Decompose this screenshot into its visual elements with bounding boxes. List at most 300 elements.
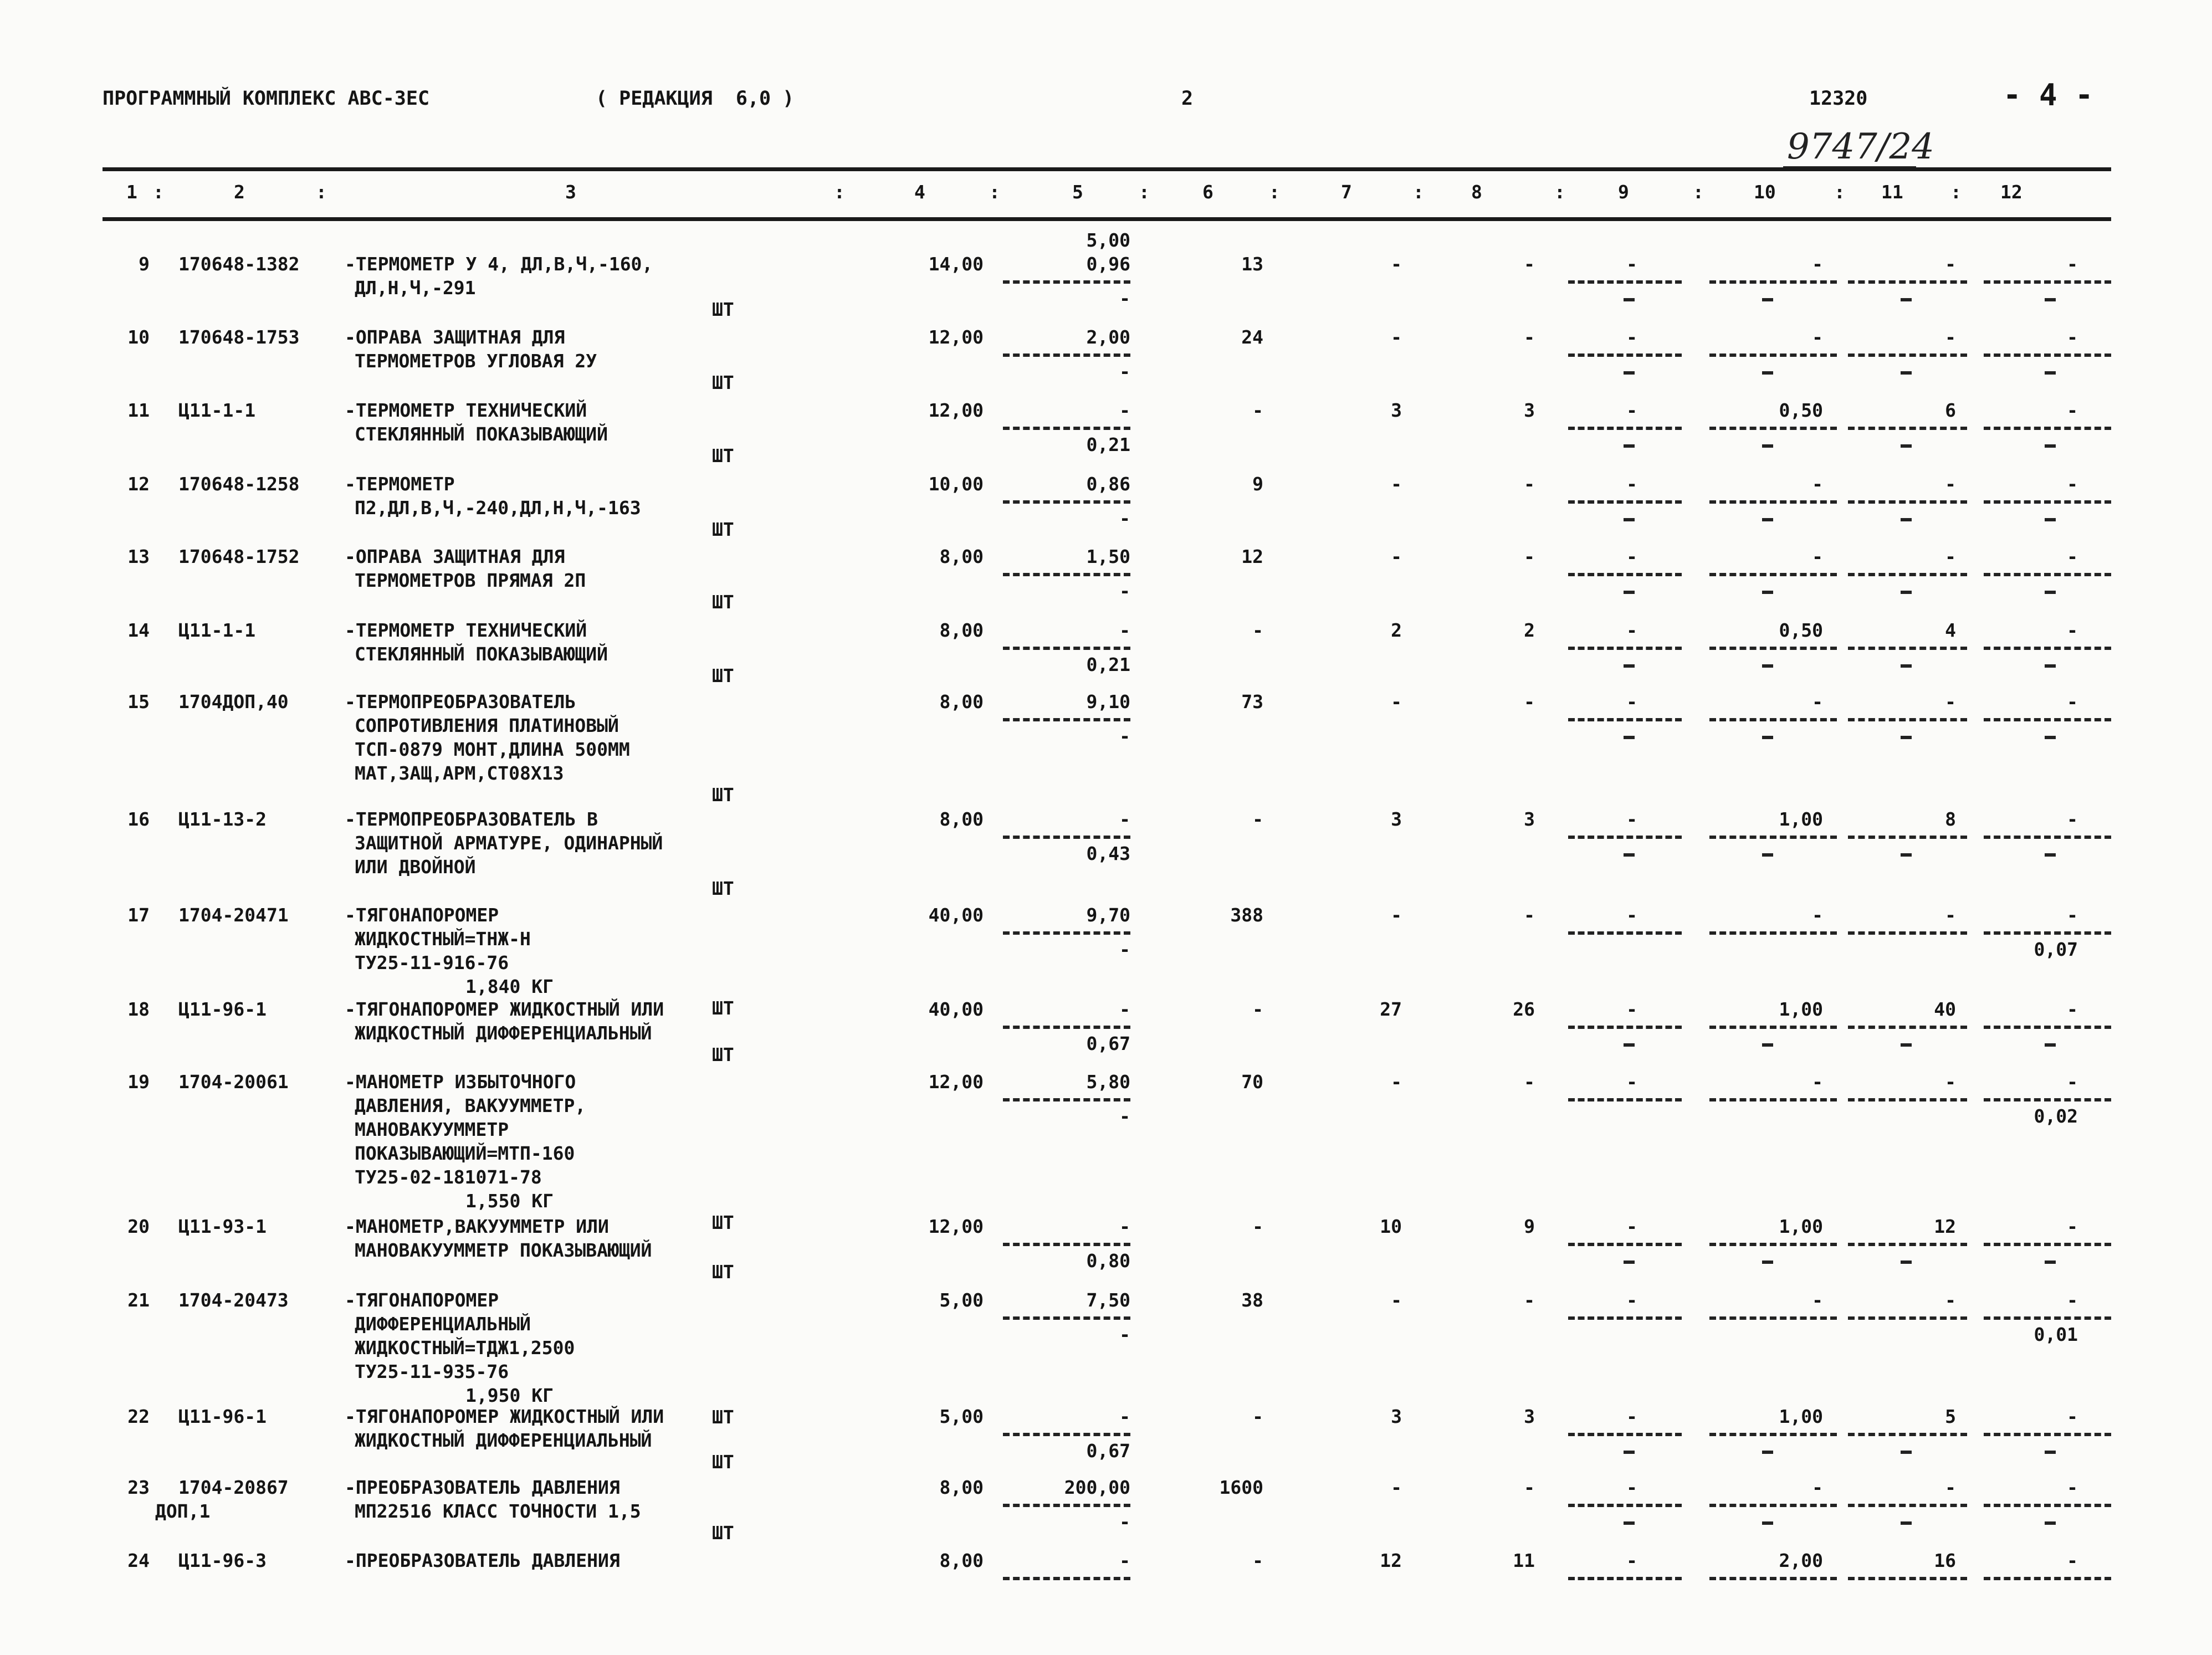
value-cell-c12: - [2067, 904, 2078, 926]
total-cell: 13 [1241, 253, 1263, 275]
cell-divider [1709, 280, 1837, 284]
item-description-line: ТУ25-11-935-76 [355, 1361, 509, 1382]
column-header: 2 [234, 181, 245, 203]
item-description-line: СТЕКЛЯННЫЙ ПОКАЗЫВАЮЩИЙ [355, 643, 608, 665]
labour-cell-2: - [1524, 546, 1535, 567]
row-number: 22 [127, 1406, 150, 1427]
cell-divider [1709, 353, 1837, 357]
price-bottom-cell: - [1119, 580, 1130, 602]
row-number: 12 [127, 473, 150, 495]
row-number: 15 [127, 691, 150, 713]
value-cell-c11: - [1945, 473, 1956, 495]
total-cell: - [1252, 808, 1263, 830]
quantity-cell: 12,00 [928, 1216, 984, 1237]
item-description-line: МП22516 КЛАСС ТОЧНОСТИ 1,5 [355, 1500, 641, 1522]
price-cell: 200,00 [1064, 1477, 1130, 1498]
cell-divider [1003, 1026, 1130, 1029]
row-number: 17 [127, 904, 150, 926]
item-code: Ц11-96-3 [178, 1550, 267, 1571]
price-bottom-cell: - [1119, 1324, 1130, 1345]
item-description-line: ТУ25-11-916-76 [355, 952, 509, 973]
empty-marker [1624, 591, 1635, 594]
cell-divider [1003, 1098, 1130, 1101]
price-bottom-cell: - [1119, 288, 1130, 309]
row-number: 14 [127, 619, 150, 641]
item-weight: 1,950 КГ [465, 1385, 554, 1406]
value-cell-c10: 0,50 [1779, 399, 1823, 421]
labour-cell: - [1391, 253, 1402, 275]
cell-divider [1984, 1433, 2111, 1436]
value-cell-c11: 4 [1945, 619, 1956, 641]
item-code: 170648-1382 [178, 253, 300, 275]
cell-divider [1003, 931, 1130, 935]
empty-marker [1901, 664, 1912, 668]
row-number: 20 [127, 1216, 150, 1237]
unit-label: ШТ [712, 878, 734, 899]
cell-divider [1003, 1577, 1130, 1580]
total-cell: 9 [1252, 473, 1263, 495]
page-number: - 4 - [2003, 78, 2093, 112]
empty-marker [1901, 736, 1912, 739]
value-cell-c12: - [2067, 1216, 2078, 1237]
item-code: Ц11-1-1 [178, 619, 256, 641]
item-description-line: -ОПРАВА ЗАЩИТНАЯ ДЛЯ [345, 326, 565, 348]
cell-divider [1568, 280, 1682, 284]
labour-cell-2: 3 [1524, 399, 1535, 421]
column-separator: : [153, 181, 164, 203]
value-cell-c12: - [2067, 1071, 2078, 1093]
item-description-line: ЖИДКОСТНЫЙ=ТНЖ-Н [355, 928, 531, 950]
total-cell: 73 [1241, 691, 1263, 713]
empty-marker [2045, 1451, 2056, 1454]
quantity-cell: 12,00 [928, 399, 984, 421]
column-header: 7 [1341, 181, 1352, 203]
column-header: 9 [1618, 181, 1629, 203]
value-cell-c11: 12 [1934, 1216, 1956, 1237]
value-cell-c11: 8 [1945, 808, 1956, 830]
value-cell-c9: - [1626, 399, 1637, 421]
cell-divider [1568, 353, 1682, 357]
row-number: 23 [127, 1477, 150, 1498]
labour-cell: 10 [1380, 1216, 1402, 1237]
quantity-cell: 12,00 [928, 326, 984, 348]
empty-marker [1624, 444, 1635, 448]
row-number: 19 [127, 1071, 150, 1093]
price-bottom-cell: - [1119, 1105, 1130, 1127]
cell-divider [1003, 1316, 1130, 1320]
unit-label: ШТ [712, 1522, 734, 1544]
item-description-line: ЖИДКОСТНЫЙ=ТДЖ1,2500 [355, 1337, 575, 1359]
cell-divider [1984, 353, 2111, 357]
empty-marker [1901, 1451, 1912, 1454]
empty-marker [2045, 298, 2056, 301]
cell-divider [1848, 931, 1967, 935]
empty-marker [1624, 518, 1635, 521]
quantity-cell: 40,00 [928, 998, 984, 1020]
item-description-line: -ТЕРМОМЕТР [345, 473, 455, 495]
labour-cell-2: - [1524, 473, 1535, 495]
cell-divider [1984, 836, 2111, 839]
labour-cell: 2 [1391, 619, 1402, 641]
column-separator: : [1269, 181, 1280, 203]
value-cell-c10: 1,00 [1779, 1216, 1823, 1237]
quantity-cell: 8,00 [939, 808, 984, 830]
value-cell-c10: - [1812, 1289, 1823, 1311]
empty-marker [1901, 298, 1912, 301]
item-code: Ц11-1-1 [178, 399, 256, 421]
cell-divider [1848, 647, 1967, 650]
item-description-line: МАНОВАКУУММЕТР ПОКАЗЫВАЮЩИЙ [355, 1239, 652, 1261]
item-description-line: -ТЕРМОМЕТР У 4, ДЛ,В,Ч,-160, [345, 253, 653, 275]
empty-marker [1901, 853, 1912, 857]
labour-cell-2: - [1524, 1289, 1535, 1311]
empty-marker [1762, 591, 1773, 594]
value-cell-c12: - [2067, 691, 2078, 713]
price-cell: 5,80 [1086, 1071, 1130, 1093]
cell-divider [1568, 427, 1682, 430]
item-description-line: -ТЯГОНАПОРОМЕР [345, 1289, 499, 1311]
value-cell-c11: - [1945, 326, 1956, 348]
cell-divider [1709, 1316, 1837, 1320]
empty-marker [1624, 1521, 1635, 1525]
value-cell-c9: - [1626, 998, 1637, 1020]
item-description-line: П2,ДЛ,В,Ч,-240,ДЛ,Н,Ч,-163 [355, 497, 641, 519]
value-cell-c9: - [1626, 691, 1637, 713]
total-cell: 388 [1230, 904, 1263, 926]
total-cell: - [1252, 619, 1263, 641]
cell-divider [1848, 1316, 1967, 1320]
item-code: Ц11-96-1 [178, 998, 267, 1020]
labour-cell: 3 [1391, 808, 1402, 830]
unit-label: ШТ [712, 1044, 734, 1065]
value-cell-c12: - [2067, 1550, 2078, 1571]
item-code-suffix: ДОП,1 [155, 1500, 211, 1522]
table-top-rule [103, 167, 2111, 171]
empty-marker [1762, 1521, 1773, 1525]
empty-marker [1762, 444, 1773, 448]
cell-divider [1709, 1577, 1837, 1580]
price-cell: - [1119, 619, 1130, 641]
empty-marker [1901, 444, 1912, 448]
item-description-line: -ПРЕОБРАЗОВАТЕЛЬ ДАВЛЕНИЯ [345, 1550, 620, 1571]
item-description-line: -ТЕРМОПРЕОБРАЗОВАТЕЛЬ [345, 691, 576, 713]
cell-divider [1984, 427, 2111, 430]
value-cell-c10: 1,00 [1779, 808, 1823, 830]
labour-cell-2: 26 [1513, 998, 1535, 1020]
cell-divider [1568, 1316, 1682, 1320]
cell-divider [1709, 1433, 1837, 1436]
item-description-line: -ТЕРМОПРЕОБРАЗОВАТЕЛЬ В [345, 808, 598, 830]
item-description-line: ЗАЩИТНОЙ АРМАТУРЕ, ОДИНАРНЫЙ [355, 832, 663, 854]
empty-marker [1901, 518, 1912, 521]
item-description-line: МАТ,ЗАЩ,АРМ,СТ08Х13 [355, 762, 564, 784]
column-header: 8 [1471, 181, 1482, 203]
cell-divider [1003, 500, 1130, 504]
quantity-cell: 8,00 [939, 546, 984, 567]
item-description-line: ДИФФЕРЕНЦИАЛЬНЫЙ [355, 1313, 531, 1335]
empty-marker [1762, 736, 1773, 739]
price-cell: - [1119, 808, 1130, 830]
cell-divider [1709, 427, 1837, 430]
value-cell-c10: - [1812, 1477, 1823, 1498]
unit-label: ШТ [712, 299, 734, 320]
price-cell: - [1119, 998, 1130, 1020]
labour-cell: 3 [1391, 399, 1402, 421]
unit-label: ШТ [712, 372, 734, 393]
cell-divider [1848, 1243, 1967, 1246]
value-cell-c11: 40 [1934, 998, 1956, 1020]
empty-marker [2045, 853, 2056, 857]
column-separator: : [834, 181, 845, 203]
value-cell-c9: - [1626, 1071, 1637, 1093]
cell-divider [1984, 1577, 2111, 1580]
row-number: 10 [127, 326, 150, 348]
cell-divider [1984, 573, 2111, 576]
column-header: 4 [914, 181, 925, 203]
total-cell: 24 [1241, 326, 1263, 348]
column-header: 5 [1072, 181, 1083, 203]
value-cell-c11: 16 [1934, 1550, 1956, 1571]
item-description-line: СТЕКЛЯННЫЙ ПОКАЗЫВАЮЩИЙ [355, 423, 608, 445]
cell-divider [1568, 1577, 1682, 1580]
cell-divider [1709, 718, 1837, 721]
value-cell-c10: 0,50 [1779, 619, 1823, 641]
value-cell-c12: - [2067, 1289, 2078, 1311]
value-cell-c9: - [1626, 546, 1637, 567]
empty-marker [1762, 1451, 1773, 1454]
value-cell-c10: 1,00 [1779, 1406, 1823, 1427]
empty-marker [1762, 298, 1773, 301]
quantity-cell: 14,00 [928, 253, 984, 275]
item-weight: 1,840 КГ [465, 976, 554, 997]
document-code: 12320 [1809, 88, 1868, 110]
value-cell-c10: - [1812, 253, 1823, 275]
item-description-line: -МАНОМЕТР,ВАКУУММЕТР ИЛИ [345, 1216, 609, 1237]
cell-divider [1848, 573, 1967, 576]
quantity-cell: 8,00 [939, 1550, 984, 1571]
cell-divider [1984, 280, 2111, 284]
cell-divider [1984, 1316, 2111, 1320]
cell-divider [1709, 1098, 1837, 1101]
empty-marker [1901, 591, 1912, 594]
cell-divider [1984, 1098, 2111, 1101]
column-header: 3 [565, 181, 576, 203]
unit-label: ШТ [712, 591, 734, 613]
extra-bottom-cell: 0,02 [2034, 1105, 2078, 1127]
cell-divider [1848, 1026, 1967, 1029]
value-cell-c12: - [2067, 253, 2078, 275]
item-code: 1704-20471 [178, 904, 289, 926]
cell-divider [1568, 1026, 1682, 1029]
price-bottom-cell: 0,21 [1086, 434, 1130, 455]
program-title: ПРОГРАММНЫЙ КОМПЛЕКС АВС-3ЕС [103, 88, 430, 110]
value-cell-c9: - [1626, 808, 1637, 830]
empty-marker [1762, 664, 1773, 668]
value-cell-c11: - [1945, 904, 1956, 926]
item-weight: 1,550 КГ [465, 1190, 554, 1212]
cell-divider [1709, 647, 1837, 650]
item-code: 1704ДОП,40 [178, 691, 289, 713]
item-description-line: ТЕРМОМЕТРОВ УГЛОВАЯ 2У [355, 350, 597, 372]
price-cell: - [1119, 1550, 1130, 1571]
value-cell-c11: - [1945, 1289, 1956, 1311]
quantity-cell: 40,00 [928, 904, 984, 926]
labour-cell-2: - [1524, 691, 1535, 713]
handwritten-note: 9747/24 [1787, 126, 1934, 167]
price-bottom-cell: - [1119, 939, 1130, 960]
row-number: 21 [127, 1289, 150, 1311]
total-cell: 12 [1241, 546, 1263, 567]
empty-marker [1624, 1043, 1635, 1047]
cell-divider [1848, 718, 1967, 721]
value-cell-c12: - [2067, 399, 2078, 421]
labour-cell: - [1391, 1477, 1402, 1498]
value-cell-c10: - [1812, 904, 1823, 926]
price-cell: 1,50 [1086, 546, 1130, 567]
item-description-line: ТЕРМОМЕТРОВ ПРЯМАЯ 2П [355, 570, 586, 591]
empty-marker [1901, 1043, 1912, 1047]
row-number: 9 [139, 253, 150, 275]
labour-cell-2: - [1524, 253, 1535, 275]
value-cell-c10: - [1812, 473, 1823, 495]
cell-divider [1848, 280, 1967, 284]
value-cell-c10: - [1812, 546, 1823, 567]
quantity-cell: 12,00 [928, 1071, 984, 1093]
cell-divider [1709, 1026, 1837, 1029]
cell-divider [1984, 500, 2111, 504]
column-header: 1 [126, 181, 137, 203]
empty-marker [2045, 1521, 2056, 1525]
value-cell-c9: - [1626, 253, 1637, 275]
row-number: 16 [127, 808, 150, 830]
price-cell: 9,70 [1086, 904, 1130, 926]
column-separator: : [1139, 181, 1150, 203]
cell-divider [1003, 1504, 1130, 1507]
extra-bottom-cell: 0,07 [2034, 939, 2078, 960]
empty-marker [1762, 1261, 1773, 1264]
unit-label: ШТ [712, 1451, 734, 1473]
value-cell-c12: - [2067, 1406, 2078, 1427]
empty-marker [1624, 371, 1635, 375]
empty-marker [2045, 518, 2056, 521]
price-bottom-cell: - [1119, 508, 1130, 529]
empty-marker [1762, 1043, 1773, 1047]
unit-label: ШТ [712, 997, 734, 1019]
total-cell: - [1252, 1406, 1263, 1427]
row-number: 18 [127, 998, 150, 1020]
cell-divider [1848, 836, 1967, 839]
price-cell: 7,50 [1086, 1289, 1130, 1311]
value-cell-c11: - [1945, 1477, 1956, 1498]
value-cell-c10: - [1812, 326, 1823, 348]
cell-divider [1003, 427, 1130, 430]
column-separator: : [1554, 181, 1565, 203]
empty-marker [1624, 1451, 1635, 1454]
total-cell: 1600 [1219, 1477, 1263, 1498]
price-bottom-cell: 0,67 [1086, 1440, 1130, 1462]
empty-marker [1901, 371, 1912, 375]
empty-marker [2045, 444, 2056, 448]
cell-divider [1848, 1504, 1967, 1507]
cell-divider [1003, 573, 1130, 576]
total-cell: - [1252, 1550, 1263, 1571]
cell-divider [1568, 500, 1682, 504]
empty-marker [2045, 736, 2056, 739]
cell-divider [1568, 931, 1682, 935]
item-description-line: -ТЯГОНАПОРОМЕР [345, 904, 499, 926]
cell-divider [1848, 1577, 1967, 1580]
price-cell: - [1119, 1406, 1130, 1427]
labour-cell: - [1391, 473, 1402, 495]
value-cell-c10: - [1812, 1071, 1823, 1093]
unit-label: ШТ [712, 784, 734, 806]
price-bottom-cell: 0,67 [1086, 1033, 1130, 1054]
price-bottom-cell: 0,80 [1086, 1250, 1130, 1272]
empty-marker [1762, 371, 1773, 375]
item-description-line: -ТЯГОНАПОРОМЕР ЖИДКОСТНЫЙ ИЛИ [345, 998, 664, 1020]
value-cell-c11: 5 [1945, 1406, 1956, 1427]
item-description-line: -МАНОМЕТР ИЗБЫТОЧНОГО [345, 1071, 576, 1093]
item-code: Ц11-93-1 [178, 1216, 267, 1237]
price-cell: 0,86 [1086, 473, 1130, 495]
row-number: 24 [127, 1550, 150, 1571]
price-bottom-cell: 0,43 [1086, 843, 1130, 864]
value-cell-c11: - [1945, 546, 1956, 567]
quantity-cell: 5,00 [939, 1289, 984, 1311]
cell-divider [1709, 931, 1837, 935]
value-cell-c11: - [1945, 1071, 1956, 1093]
cell-divider [1848, 427, 1967, 430]
cell-divider [1984, 931, 2111, 935]
unit-label: ШТ [712, 445, 734, 467]
price-top-cell: 5,00 [1086, 229, 1130, 251]
column-separator: : [316, 181, 327, 203]
cell-divider [1709, 1243, 1837, 1246]
total-cell: - [1252, 1216, 1263, 1237]
cell-divider [1003, 1243, 1130, 1246]
labour-cell: - [1391, 326, 1402, 348]
cell-divider [1848, 500, 1967, 504]
labour-cell: - [1391, 1071, 1402, 1093]
item-description-line: ТУ25-02-181071-78 [355, 1166, 542, 1188]
cell-divider [1568, 1243, 1682, 1246]
price-bottom-cell: - [1119, 725, 1130, 747]
cell-divider [1568, 1433, 1682, 1436]
empty-marker [1624, 853, 1635, 857]
empty-marker [1762, 518, 1773, 521]
quantity-cell: 8,00 [939, 691, 984, 713]
value-cell-c11: 6 [1945, 399, 1956, 421]
labour-cell: - [1391, 691, 1402, 713]
item-description-line: МАНОВАКУУММЕТР [355, 1119, 509, 1140]
value-cell-c12: - [2067, 619, 2078, 641]
total-cell: 70 [1241, 1071, 1263, 1093]
column-separator: : [1950, 181, 1962, 203]
empty-marker [2045, 591, 2056, 594]
labour-cell-2: 11 [1513, 1550, 1535, 1571]
value-cell-c9: - [1626, 473, 1637, 495]
value-cell-c10: 2,00 [1779, 1550, 1823, 1571]
item-description-line: ИЛИ ДВОЙНОЙ [355, 856, 476, 878]
labour-cell-2: 3 [1524, 1406, 1535, 1427]
quantity-cell: 5,00 [939, 1406, 984, 1427]
item-description-line: СОПРОТИВЛЕНИЯ ПЛАТИНОВЫЙ [355, 715, 619, 736]
total-cell: 38 [1241, 1289, 1263, 1311]
labour-cell: 12 [1380, 1550, 1402, 1571]
cell-divider [1984, 1504, 2111, 1507]
section-number: 2 [1181, 88, 1194, 110]
column-separator: : [1413, 181, 1424, 203]
